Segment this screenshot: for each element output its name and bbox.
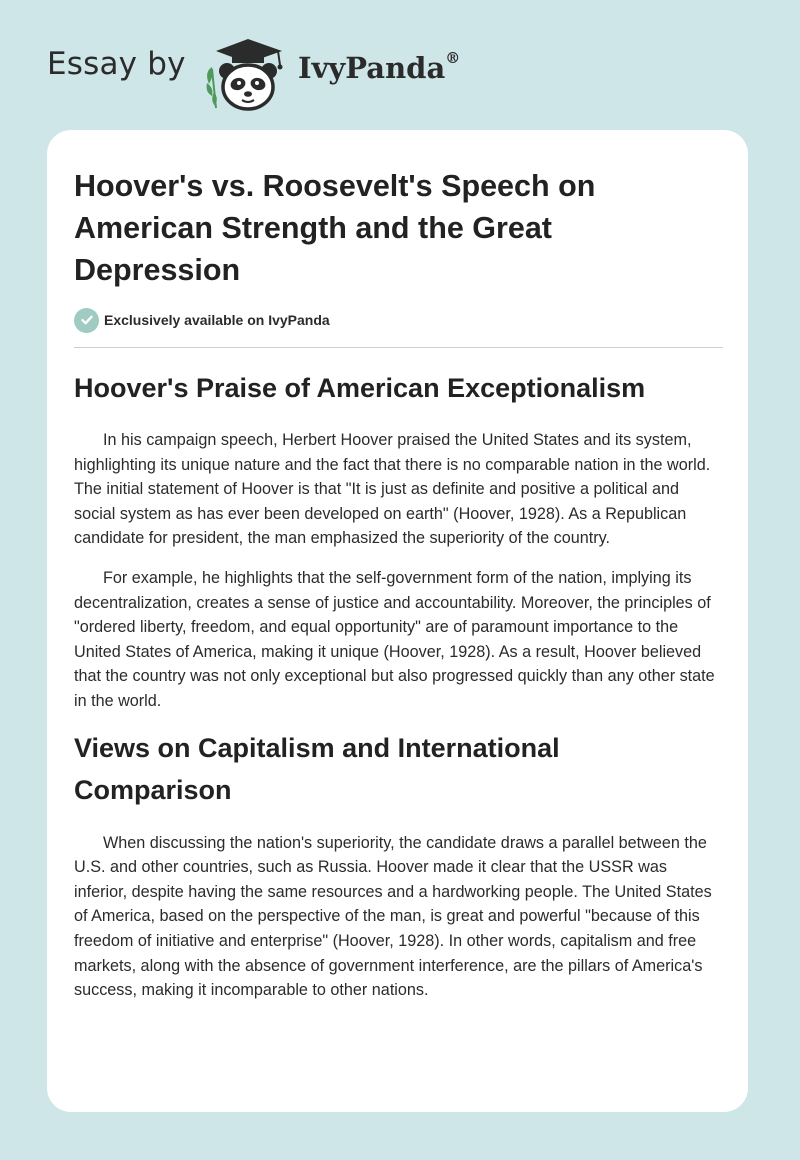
exclusive-badge [74, 307, 723, 333]
paragraph: In his campaign speech, Herbert Hoover praised the United States and its system, highlighting its unique nature and the fact that there is no comparable nation in the world. The initial statement of Hoover is that "It is just as definite and positive a political and social system as has ever been developed on earth" (Hoover, 1928). As a Republican candidate for president, the man emphasized the superiority of the country. [74, 431, 711, 548]
essay-card [47, 130, 748, 1112]
brand-name: IvyPanda® [298, 49, 461, 85]
paragraph: For example, he highlights that the self-government form of the nation, implying its decentralization, creates a sense of justice and accountability. Moreover, the principles of "ordered liberty, freedom, and equal opportunity" are of paramount importance to the United States of America, making it unique (Hoover, 1928). As a result, Hoover believed that the country was not only exceptional but also progressed quickly than any other state in the world. [74, 568, 715, 710]
paragraph: When discussing the nation's superiority, the candidate draws a parallel between the U.S. and other countries, such as Russia. Hoover made it clear that the USSR was inferior, despite having the same resources and a hardworking people. The United States of America, based on the perspective of the man, is great and powerful "because of this freedom of initiative and enterprise" (Hoover, 1928). In other words, capitalism and free markets, along with the absence of government interference, are the pillars of America's success, making it incomparable to other nations. [74, 833, 712, 1000]
site-header [47, 34, 747, 114]
check-circle-icon [74, 308, 99, 333]
section-heading: Hoover's Praise of American Exceptionalism [74, 373, 646, 403]
essay-title: Hoover's vs. Roosevelt's Speech on American Strength and the Great Depression [74, 169, 596, 287]
essay-by-label: Essay by [47, 46, 186, 82]
panda-graduate-icon [202, 34, 294, 112]
title-divider [74, 347, 723, 348]
registered-mark: ® [445, 49, 461, 68]
exclusive-badge-label: Exclusively available on IvyPanda [104, 312, 330, 328]
section-heading: Views on Capitalism and International Comparison [74, 732, 560, 805]
essay-content [74, 165, 723, 1003]
